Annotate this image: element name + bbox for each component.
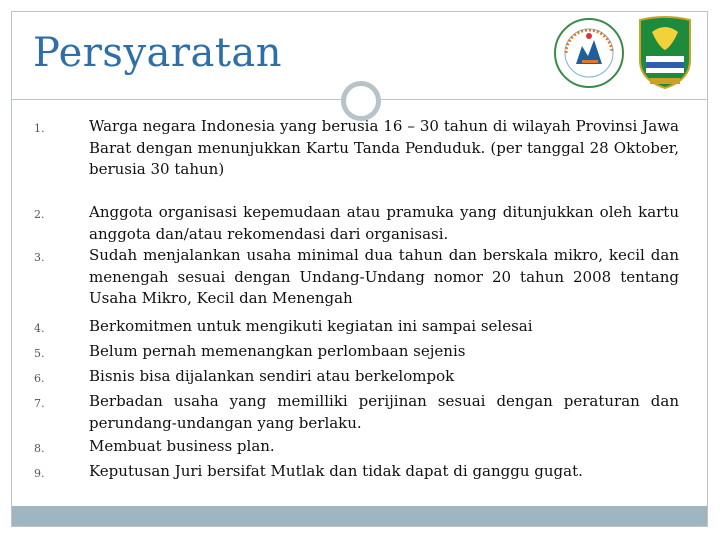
footer-bar — [12, 506, 707, 526]
slide-frame — [11, 11, 708, 527]
list-item-number: 7. — [34, 397, 45, 410]
list-item-number: 1. — [34, 122, 45, 135]
list-item-text: Berkomitmen untuk mengikuti kegiatan ini sampai selesai — [89, 317, 533, 335]
list-item-number: 6. — [34, 372, 45, 385]
list-item-number: 2. — [34, 208, 45, 221]
list-item-number: 8. — [34, 442, 45, 455]
divider-ring-ornament — [341, 81, 381, 121]
akademi-kewirausahaan-logo-icon — [552, 16, 626, 90]
list-item-number: 5. — [34, 347, 45, 360]
slide-title: Persyaratan — [33, 30, 283, 76]
list-item-number: 4. — [34, 322, 45, 335]
list-item-text: Anggota organisasi kepemudaan atau pramuka yang ditunjukkan oleh kartu anggota dan/atau rekomendasi dari organisasi. — [89, 203, 679, 243]
list-item-text: Keputusan Juri bersifat Mutlak dan tidak dapat di ganggu gugat. — [89, 462, 583, 480]
list-item-text: Membuat business plan. — [89, 437, 275, 455]
list-item-number: 3. — [34, 251, 45, 264]
list-item-text: Bisnis bisa dijalankan sendiri atau berkelompok — [89, 367, 455, 385]
list-item-number: 9. — [34, 467, 45, 480]
list-item-text: Belum pernah memenangkan perlombaan sejenis — [89, 342, 466, 360]
list-item-text: Sudah menjalankan usaha minimal dua tahun dan berskala mikro, kecil dan menengah sesuai dengan Undang-Undang nomor 20 tahun 2008 tentang Usaha Mikro, Kecil dan Menengah — [89, 246, 679, 307]
list-item-text: Warga negara Indonesia yang berusia 16 – 30 tahun di wilayah Provinsi Jawa Barat dengan menunjukkan Kartu Tanda Penduduk. (per tanggal 28 Oktober, berusia 30 tahun) — [89, 117, 679, 178]
list-item-text: Berbadan usaha yang memilliki perijinan sesuai dengan peraturan dan perundang-undangan yang berlaku. — [89, 392, 679, 432]
jawa-barat-crest-icon — [636, 16, 694, 90]
